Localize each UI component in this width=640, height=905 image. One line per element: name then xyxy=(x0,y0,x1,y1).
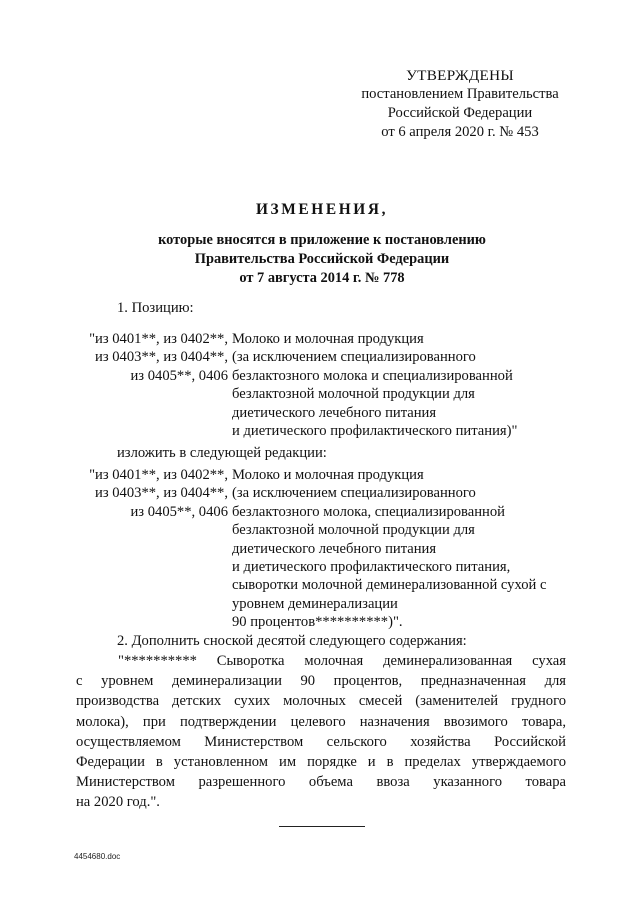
heading-line-3: от 7 августа 2014 г. № 778 xyxy=(239,270,405,286)
description-line: Молоко и молочная продукция xyxy=(232,331,424,347)
old-codes xyxy=(60,330,228,385)
description-line: безлактозной молочной продукции для xyxy=(232,522,475,539)
item-1-label: 1. Позицию: xyxy=(117,300,194,316)
code-line: "из 0401**, из 0402**, xyxy=(89,467,228,483)
description-line: и диетического профилактического питания, xyxy=(232,559,511,576)
item-2-label: 2. Дополнить сноской десятой следующего содержания: xyxy=(117,633,467,649)
footnote-line: на 2020 год.". xyxy=(76,794,160,811)
approval-title: УТВЕРЖДЕНЫ xyxy=(406,67,514,84)
approval-block xyxy=(340,66,580,142)
heading-line-1: которые вносятся в приложение к постановлению xyxy=(158,232,486,248)
code-line: из 0405**, 0406 xyxy=(130,367,228,384)
footnote-line: производства детских сухих молочных смесей (заменителей грудного xyxy=(76,693,566,710)
new-codes xyxy=(60,466,228,521)
heading-line-2: Правительства Российской Федерации xyxy=(194,251,450,267)
approval-line-3: от 6 апреля 2020 г. № 453 xyxy=(381,124,539,140)
footnote-line: осуществляемом Министерством сельского хозяйства Российской xyxy=(76,733,566,750)
description-line: диетического лечебного питания xyxy=(232,540,437,557)
description-line: Молоко и молочная продукция xyxy=(232,467,424,483)
description-line: безлактозного молока и специализированной xyxy=(232,367,513,384)
description-line: и диетического профилактического питания)" xyxy=(232,423,518,440)
description-line: сыворотки молочной деминерализованной сухой с xyxy=(232,577,547,594)
footnote-line: молока), при подтверждении целевого назначения ввозимого товара, xyxy=(76,713,566,730)
changes-heading xyxy=(80,200,564,288)
old-description xyxy=(232,330,517,440)
footnote-text xyxy=(76,651,566,813)
separator-rule xyxy=(279,826,365,827)
code-line: из 0403**, из 0404**, xyxy=(95,349,228,366)
footnote-line: Федерации в установленном им порядке и в пределах утверждаемого xyxy=(76,753,566,770)
description-line: (за исключением специализированного xyxy=(232,349,476,366)
code-line: из 0405**, 0406 xyxy=(130,503,228,520)
footnote-line: с уровнем деминерализации 90 процентов, предназначенная для xyxy=(76,673,566,690)
description-line: диетического лечебного питания xyxy=(232,404,437,421)
description-line: безлактозной молочной продукции для xyxy=(232,386,475,403)
footnote-line: "********** Сыворотка молочная деминерализованная сухая xyxy=(118,653,566,669)
code-line: "из 0401**, из 0402**, xyxy=(89,331,228,347)
heading-title: ИЗМЕНЕНИЯ, xyxy=(255,201,389,218)
description-line: безлактозного молока, специализированной xyxy=(232,503,505,520)
instruction-text: изложить в следующей редакции: xyxy=(117,445,327,461)
approval-line-2: Российской Федерации xyxy=(387,105,533,121)
new-description xyxy=(232,466,546,632)
code-line: из 0403**, из 0404**, xyxy=(95,485,228,502)
approval-line-1: постановлением Правительства xyxy=(361,86,559,102)
description-line: (за исключением специализированного xyxy=(232,485,476,502)
description-line: уровнем деминерализации xyxy=(232,595,398,612)
document-filename: 4454680.doc xyxy=(74,852,121,861)
description-line: 90 процентов**********)". xyxy=(232,614,403,631)
footnote-line: Министерством разрешенного объема ввоза указанного товара xyxy=(76,774,566,791)
